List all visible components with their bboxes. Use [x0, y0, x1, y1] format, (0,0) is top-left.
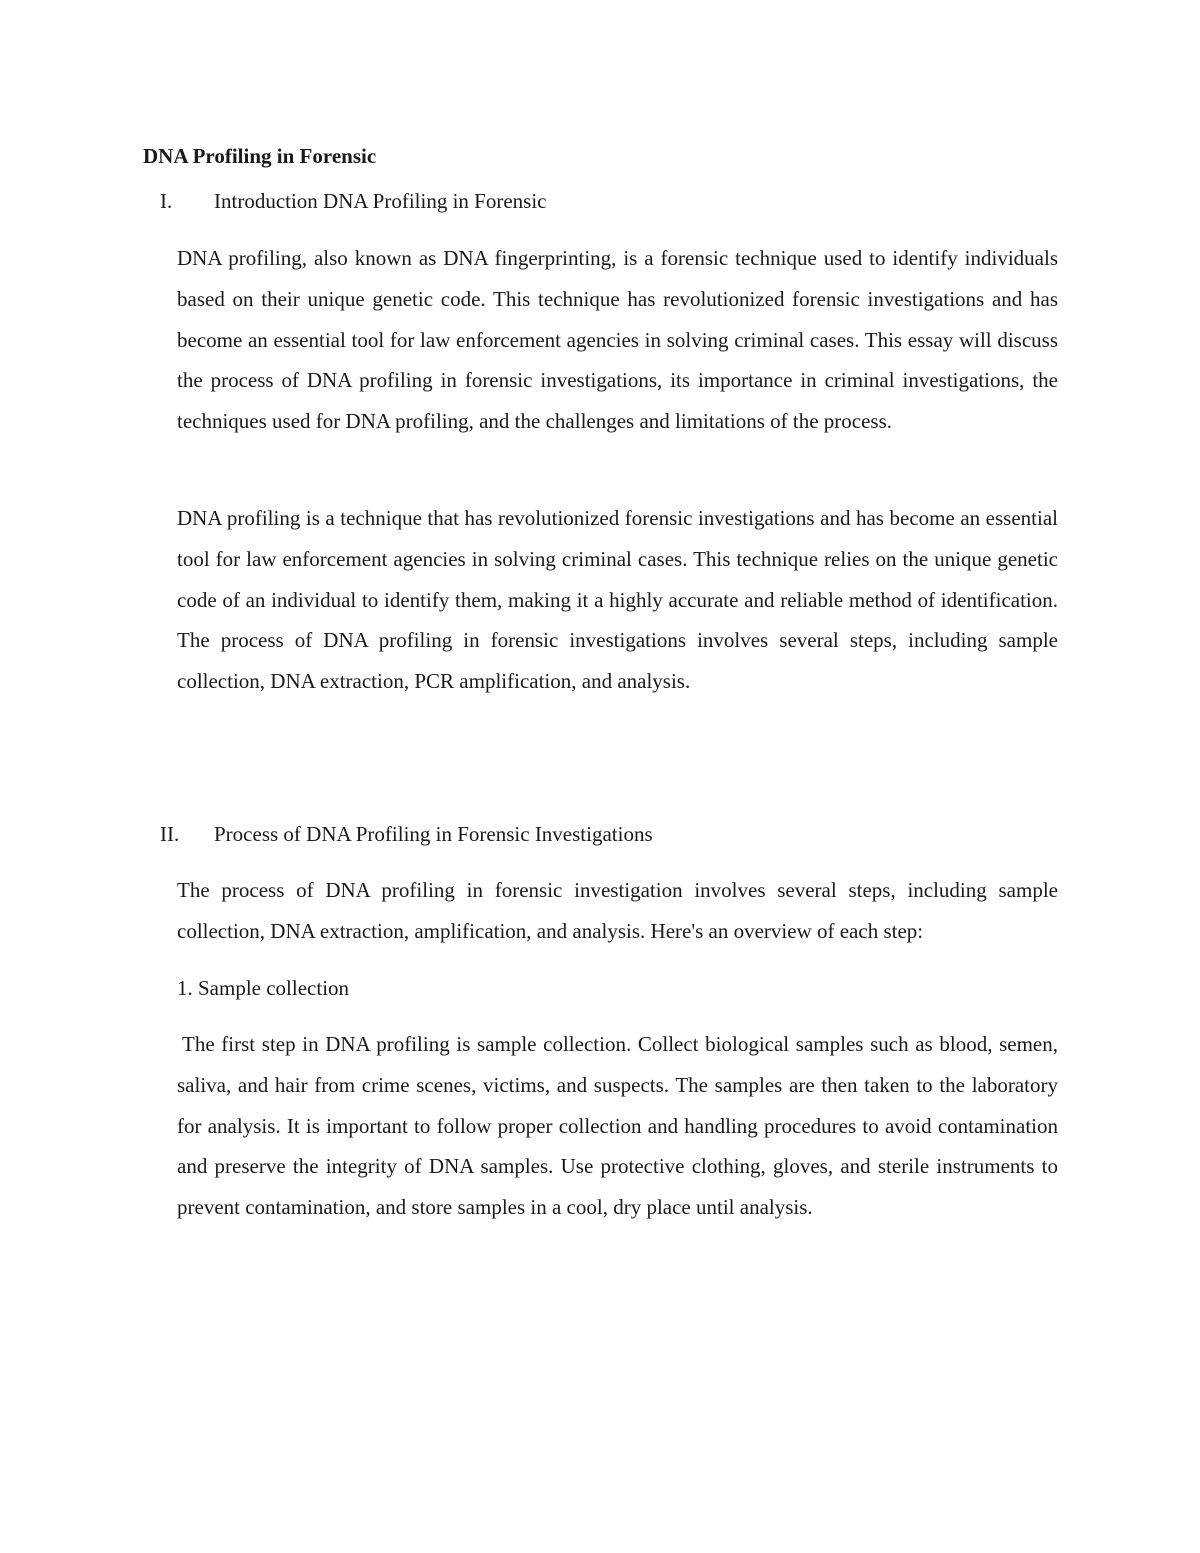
section-title: Introduction DNA Profiling in Forensic	[214, 189, 547, 213]
section-number: II.	[160, 822, 180, 846]
section-number: I.	[160, 189, 173, 213]
paragraph: The process of DNA profiling in forensic investigation involves several steps, including sample collection, DNA extraction, amplification, and analysis. Here's an overview of each step:	[177, 878, 1058, 943]
section-title: Process of DNA Profiling in Forensic Investigations	[214, 822, 653, 846]
paragraph: DNA profiling is a technique that has revolutionized forensic investigations and has become an essential tool for law enforcement agencies in solving criminal cases. This technique relies on the unique genetic code of an individual to identify them, making it a highly accurate and reliable method of identification. The process of DNA profiling in forensic investigations involves several steps, including sample collection, DNA extraction, PCR amplification, and analysis.	[177, 506, 1058, 694]
paragraph: The first step in DNA profiling is sample collection. Collect biological samples such as blood, semen, saliva, and hair from crime scenes, victims, and suspects. The samples are then taken to the laboratory for analysis. It is important to follow proper collection and handling procedures to avoid contamination and preserve the integrity of DNA samples. Use protective clothing, gloves, and sterile instruments to prevent contamination, and store samples in a cool, dry place until analysis.	[177, 1032, 1058, 1220]
step-label: 1. Sample collection	[177, 976, 350, 1000]
paragraph: DNA profiling, also known as DNA fingerprinting, is a forensic technique used to identify individuals based on their unique genetic code. This technique has revolutionized forensic investigations and has become an essential tool for law enforcement agencies in solving criminal cases. This essay will discuss the process of DNA profiling in forensic investigations, its importance in criminal investigations, the techniques used for DNA profiling, and the challenges and limitations of the process.	[177, 246, 1058, 434]
document-title: DNA Profiling in Forensic	[143, 144, 377, 168]
